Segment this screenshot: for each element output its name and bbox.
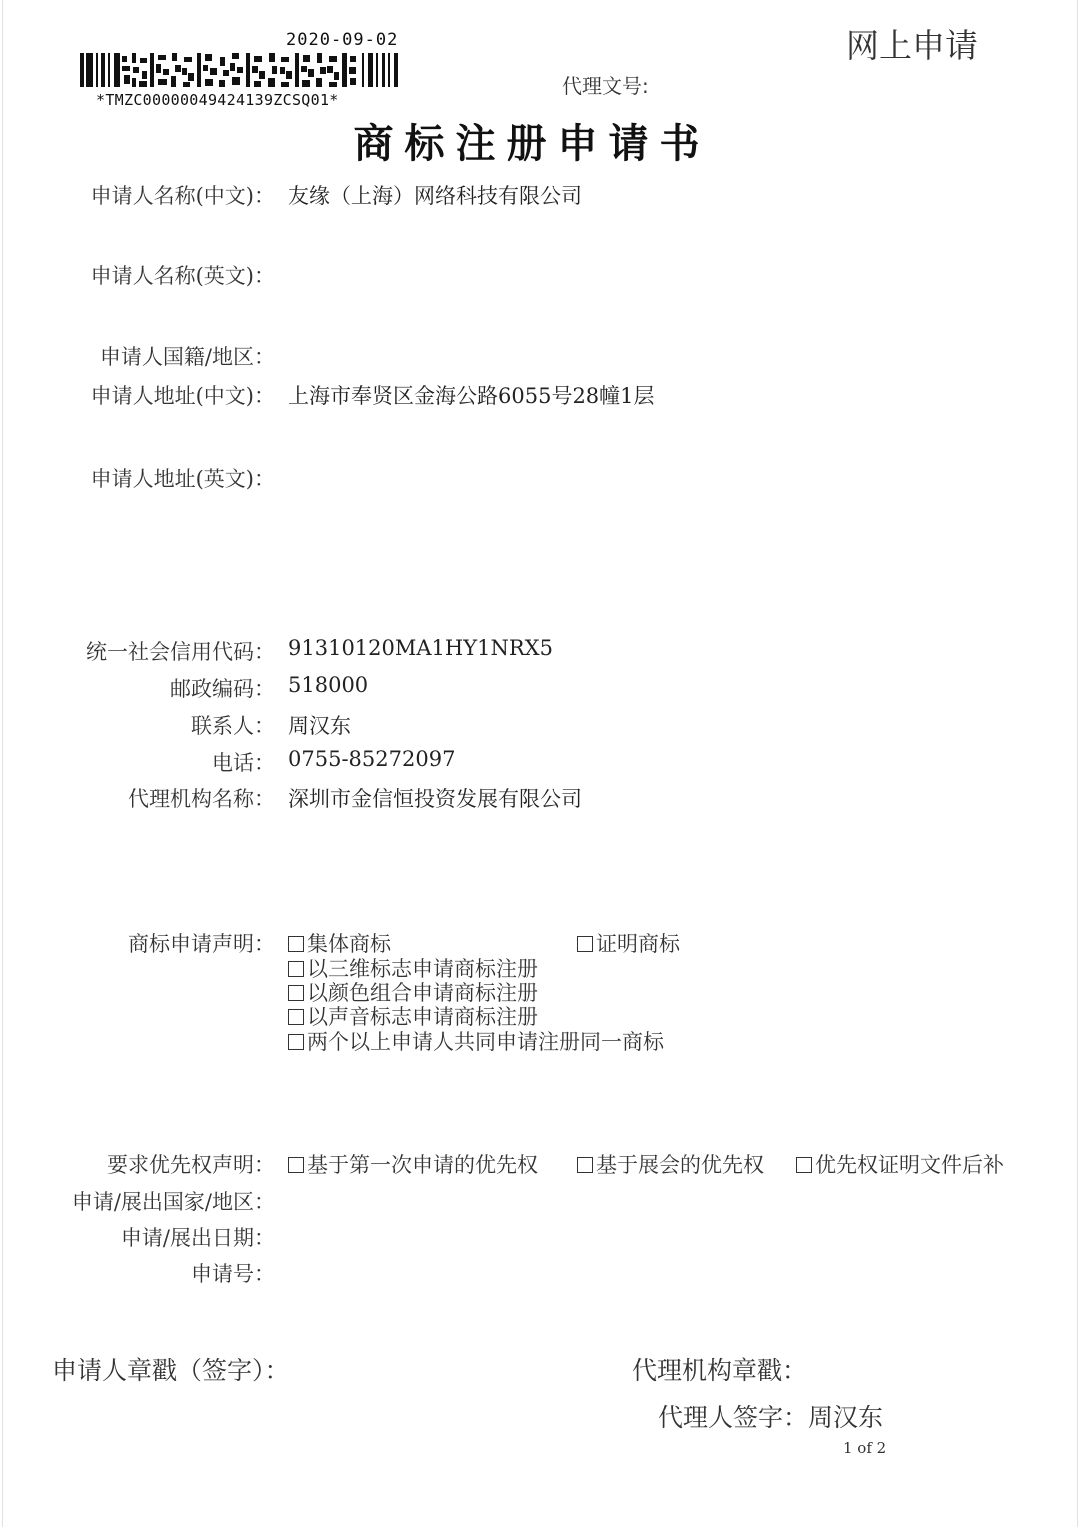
contact-value: 周汉东 [288,714,351,738]
checkbox-label: 以三维标志申请商标注册 [307,957,538,981]
page-number: 1 of 2 [843,1439,887,1457]
priority-number-label: 申请号： [191,1262,275,1286]
barcode-image [80,53,400,87]
page-border [2,0,1078,1527]
applicant-seal-label: 申请人章戳（签字）： [52,1356,290,1385]
agency-seal-label: 代理机构章戳： [632,1356,808,1385]
name-cn-label: 申请人名称(中文)： [90,184,275,208]
checkbox-icon [288,961,304,977]
contact-label: 联系人： [191,714,275,738]
postal-code-label: 邮政编码： [170,677,275,701]
print-date: 2020-09-02 [286,30,399,50]
checkbox-label: 以声音标志申请商标注册 [307,1005,538,1029]
address-cn-value: 上海市奉贤区金海公路6055号28幢1层 [288,384,655,408]
checkbox-label: 基于第一次申请的优先权 [307,1153,538,1177]
checkbox-label: 两个以上申请人共同申请注册同一商标 [307,1030,664,1054]
checkbox-exhibition-priority[interactable] [577,1149,764,1179]
address-en-label: 申请人地址(英文)： [90,467,275,491]
phone-label: 电话： [212,751,275,775]
postal-code-value: 518000 [288,673,369,697]
credit-code-value: 91310120MA1HY1NRX5 [288,636,553,660]
checkbox-icon [288,936,304,952]
checkbox-label: 以颜色组合申请商标注册 [307,981,538,1005]
agency-label: 代理机构名称： [128,787,275,811]
credit-code-label: 统一社会信用代码： [86,640,275,664]
priority-date-label: 申请/展出日期： [120,1226,275,1250]
checkbox-icon [288,985,304,1001]
checkbox-icon [796,1157,812,1173]
page-title: 商标注册申请书 [353,121,711,167]
checkbox-icon [577,1157,593,1173]
checkbox-certification-mark[interactable] [577,928,680,958]
name-en-label: 申请人名称(英文)： [90,264,275,288]
nationality-label: 申请人国籍/地区： [99,345,275,369]
checkbox-icon [288,1034,304,1050]
declaration-label: 商标申请声明： [128,932,275,956]
agent-signature-label [658,1398,883,1434]
barcode-id: *TMZC00000049424139ZCSQ01* [96,91,339,109]
checkbox-label: 优先权证明文件后补 [815,1153,1004,1177]
checkbox-label: 证明商标 [596,932,680,956]
checkbox-label: 基于展会的优先权 [596,1153,764,1177]
checkbox-priority-docs-later[interactable] [796,1149,1004,1179]
agency-value: 深圳市金信恒投资发展有限公司 [288,787,582,811]
checkbox-icon [288,1157,304,1173]
online-application-label: 网上申请 [846,26,978,65]
name-cn-value: 友缘（上海）网络科技有限公司 [288,184,582,208]
priority-label: 要求优先权声明： [107,1153,275,1177]
priority-country-label: 申请/展出国家/地区： [71,1190,275,1214]
checkbox-label: 集体商标 [307,932,391,956]
agent-signature-name: 周汉东 [808,1403,884,1432]
address-cn-label: 申请人地址(中文)： [90,384,275,408]
checkbox-icon [577,936,593,952]
checkbox-first-filing-priority[interactable] [288,1149,538,1179]
agent-ref-label: 代理文号: [562,74,649,98]
phone-value: 0755-85272097 [288,747,456,771]
checkbox-joint-application[interactable] [288,1026,664,1056]
checkbox-icon [288,1009,304,1025]
agent-signature-caption: 代理人签字： [658,1403,809,1432]
